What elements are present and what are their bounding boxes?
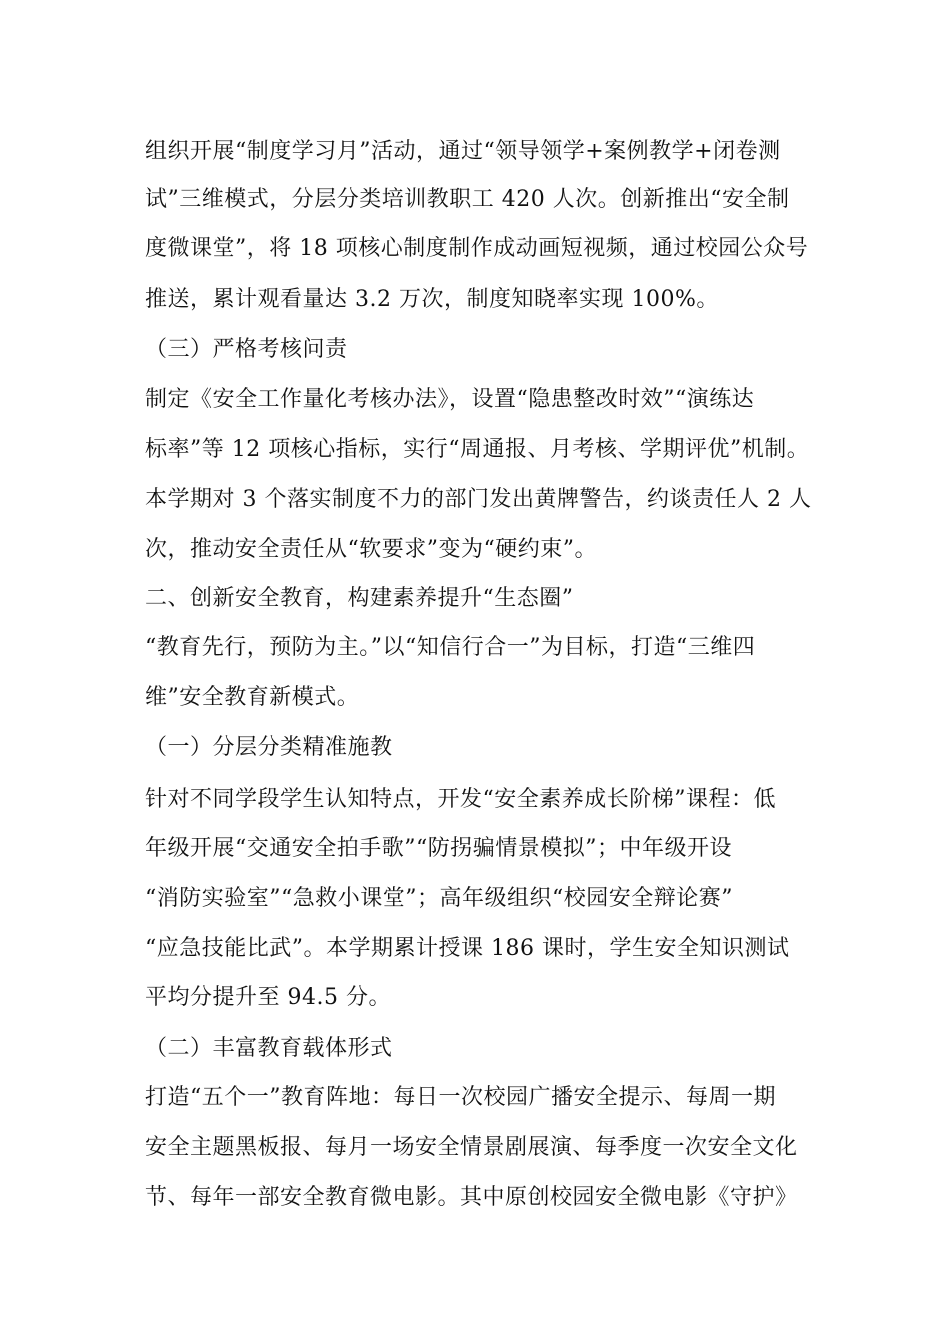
body-text-line: 年级开展“交通安全拍手歌”“防拐骗情景模拟”；中年级开设 <box>145 836 732 861</box>
body-text-line: 组织开展“制度学习月”活动，通过“领导领学+案例教学+闭卷测 <box>145 139 781 164</box>
body-text-line: 推送，累计观看量达 3.2 万次，制度知晓率实现 100%。 <box>145 287 719 312</box>
chapter-heading: 二、创新安全教育，构建素养提升“生态圈” <box>145 586 574 611</box>
section-heading: （二）丰富教育载体形式 <box>145 1036 393 1061</box>
body-text-line: 节、每年一部安全教育微电影。其中原创校园安全微电影《守护》 <box>145 1185 798 1210</box>
body-text-line: 针对不同学段学生认知特点，开发“安全素养成长阶梯”课程：低 <box>145 787 776 812</box>
body-text-line: 本学期对 3 个落实制度不力的部门发出黄牌警告，约谈责任人 2 人 <box>145 487 812 512</box>
body-text-line: 度微课堂”，将 18 项核心制度制作成动画短视频，通过校园公众号 <box>145 236 809 261</box>
body-text-line: “消防实验室”“急救小课堂”；高年级组织“校园安全辩论赛” <box>145 886 733 911</box>
body-text-line: 平均分提升至 94.5 分。 <box>145 985 391 1010</box>
body-text-line: 次，推动安全责任从“软要求”变为“硬约束”。 <box>145 537 597 562</box>
body-text-line: 标率”等 12 项核心指标，实行“周通报、月考核、学期评优”机制。 <box>145 437 810 462</box>
body-text-line: 制定《安全工作量化考核办法》，设置“隐患整改时效”“演练达 <box>145 387 755 412</box>
body-text-line: “教育先行，预防为主。”以“知信行合一”为目标，打造“三维四 <box>145 635 756 660</box>
body-text-line: “应急技能比武”。本学期累计授课 186 课时，学生安全知识测试 <box>145 936 790 961</box>
section-heading: （一）分层分类精准施教 <box>145 735 393 760</box>
body-text-line: 维”安全教育新模式。 <box>145 685 360 710</box>
body-text-line: 安全主题黑板报、每月一场安全情景剧展演、每季度一次安全文化 <box>145 1135 798 1160</box>
body-text-line: 试”三维模式，分层分类培训教职工 420 人次。创新推出“安全制 <box>145 187 790 212</box>
body-text-line: 打造“五个一”教育阵地：每日一次校园广播安全提示、每周一期 <box>145 1085 776 1110</box>
section-heading: （三）严格考核问责 <box>145 337 348 362</box>
